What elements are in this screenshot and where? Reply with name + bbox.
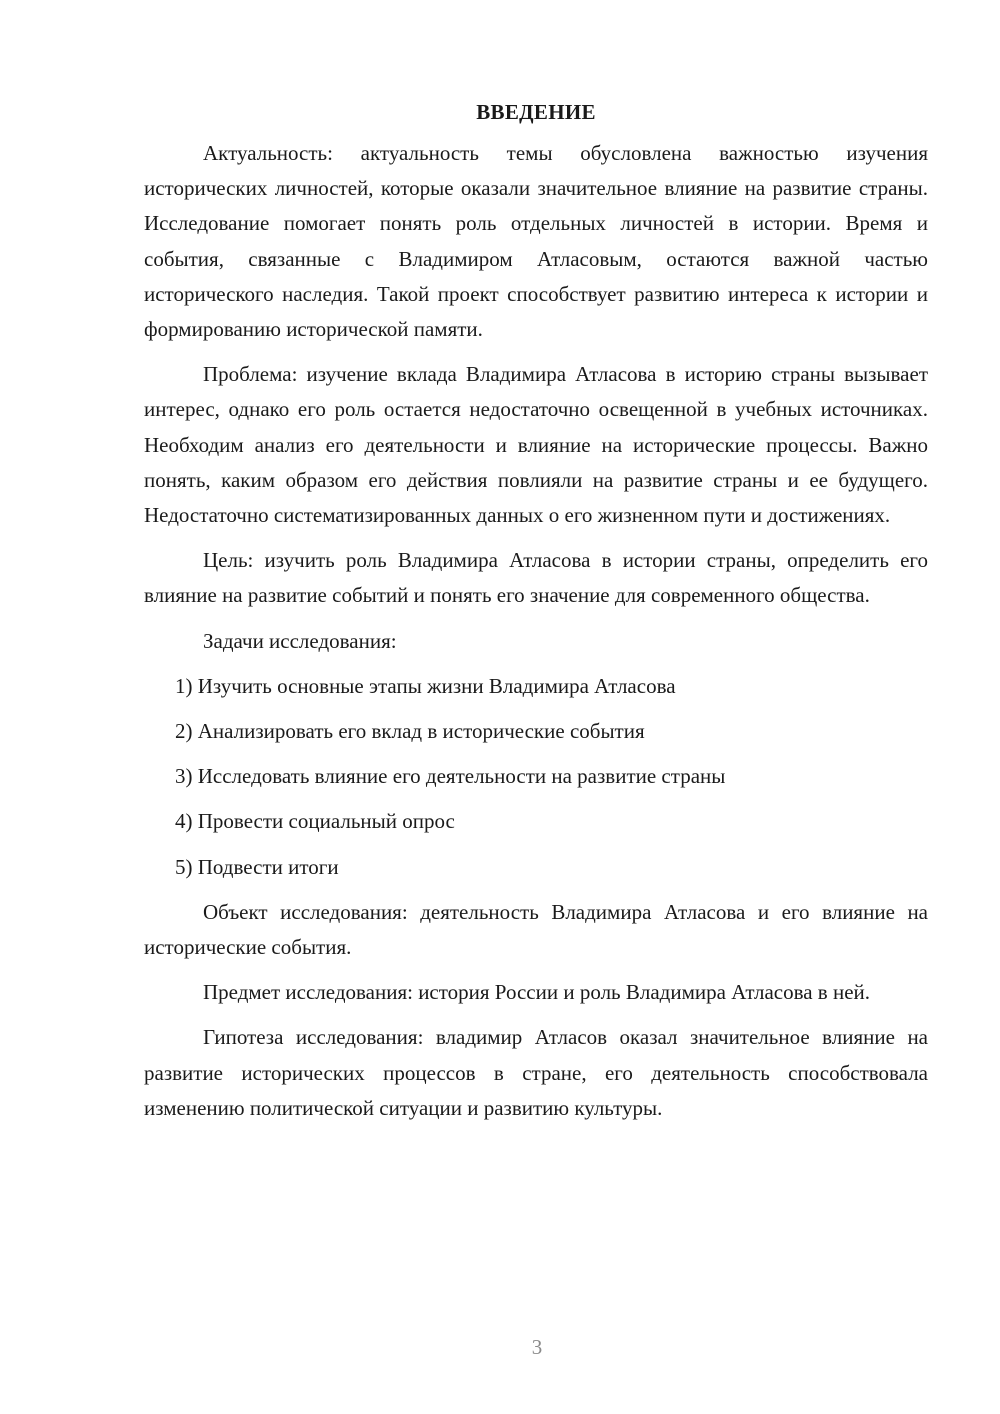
tasks-list (144, 669, 928, 885)
problem-paragraph: Проблема: изучение вклада Владимира Атласова в историю страны вызывает интерес, однако его роль остается недостаточно освещенной в учебных источниках. Необходим анализ его деятельности и влияние на исторические процессы. Важно понять, каким образом его действия повлияли на развитие страны и ее будущего. Недостаточно систематизированных данных о его жизненном пути и достижениях. (144, 362, 928, 528)
relevance-paragraph: Актуальность: актуальность темы обусловлена важностью изучения исторических личностей, которые оказали значительное влияние на развитие страны. Исследование помогает понять роль отдельных личностей в истории. Время и события, связанные с Владимиром Атласовым, остаются важной частью исторического наследия. Такой проект способствует развитию интереса к истории и формированию исторической памяти. (144, 141, 928, 342)
list-item: 4) Провести социальный опрос (175, 809, 455, 834)
hypothesis-paragraph: Гипотеза исследования: владимир Атласов оказал значительное влияние на развитие исторических процессов в стране, его деятельность способствовала изменению политической ситуации и развитию культуры. (144, 1025, 928, 1120)
page-number: 3 (531, 1335, 543, 1359)
goal-paragraph: Цель: изучить роль Владимира Атласова в истории страны, определить его влияние на развитие событий и понять его значение для современного общества. (144, 548, 928, 608)
object-paragraph: Объект исследования: деятельность Владимира Атласова и его влияние на исторические события. (144, 899, 928, 960)
list-item: 2) Анализировать его вклад в исторические события (175, 719, 645, 744)
section-title: ВВЕДЕНИЕ (476, 100, 596, 124)
subject-paragraph: Предмет исследования: история России и роль Владимира Атласова в ней. (203, 980, 871, 1005)
tasks-heading: Задачи исследования: (203, 628, 397, 653)
list-item: 3) Исследовать влияние его деятельности на развитие страны (175, 764, 726, 789)
list-item: 1) Изучить основные этапы жизни Владимира Атласова (175, 673, 676, 698)
list-item: 5) Подвести итоги (175, 854, 339, 879)
document-page (144, 95, 928, 1136)
